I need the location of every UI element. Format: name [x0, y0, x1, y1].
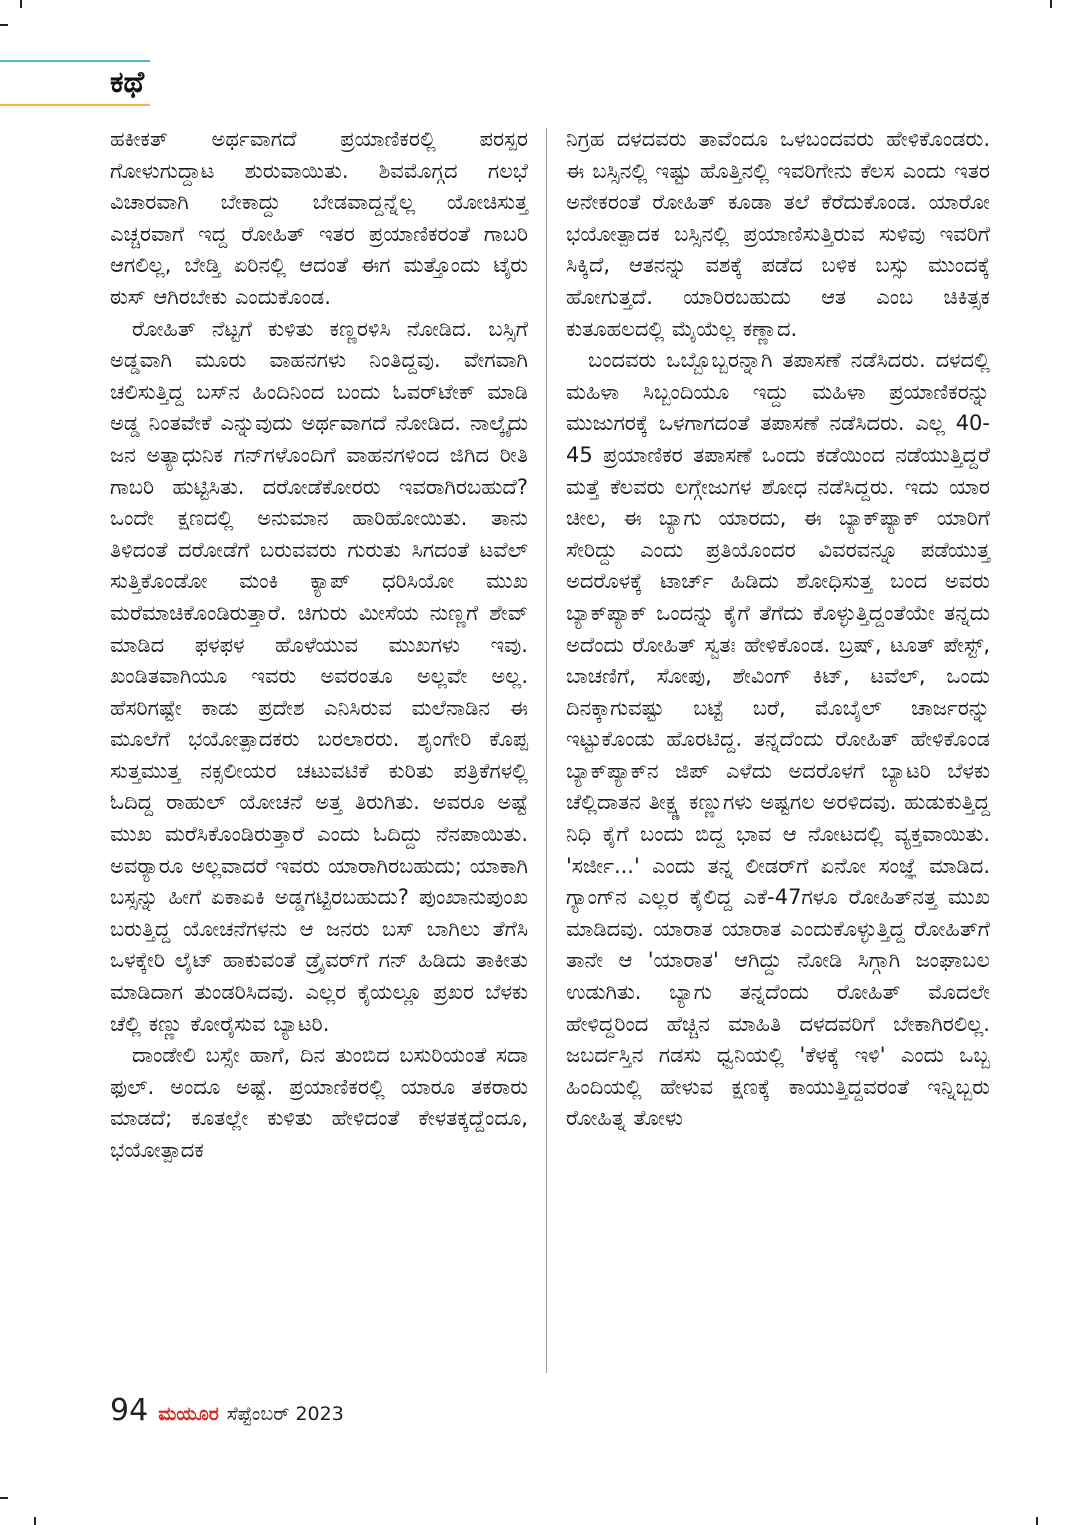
page-footer: [110, 1393, 344, 1433]
crop-mark: [34, 1517, 36, 1525]
paragraph: ಬಂದವರು ಒಬ್ಬೊಬ್ಬರನ್ನಾಗಿ ತಪಾಸಣೆ ನಡೆಸಿದರು. ದಳದಲ್ಲಿ ಮಹಿಳಾ ಸಿಬ್ಬಂದಿಯೂ ಇದ್ದು ಮಹಿಳಾ ಪ್ರಯಾಣಿಕರನ್ನು ಮುಜುಗರಕ್ಕೆ ಒಳಗಾಗದಂತೆ ತಪಾಸಣೆ ನಡೆಸಿದರು. ಎಲ್ಲ 40-45 ಪ್ರಯಾಣಿಕರ ತಪಾಸಣೆ ಒಂದು ಕಡೆಯಿಂದ ನಡೆಯುತ್ತಿದ್ದರೆ ಮತ್ತೆ ಕೆಲವರು ಲಗ್ಗೇಜುಗಳ ಶೋಧ ನಡೆಸಿದ್ದರು. ಇದು ಯಾರ ಚೀಲ, ಈ ಬ್ಯಾಗು ಯಾರದು, ಈ ಬ್ಯಾಕ್‌ಪ್ಯಾಕ್ ಯಾರಿಗೆ ಸೇರಿದ್ದು ಎಂದು ಪ್ರತಿಯೊಂದರ ವಿವರವನ್ನೂ ಪಡೆಯುತ್ತ ಅದರೊಳಕ್ಕೆ ಟಾರ್ಚ್ ಹಿಡಿದು ಶೋಧಿಸುತ್ತ ಬಂದ ಅವರು ಬ್ಯಾಕ್‌ಪ್ಯಾಕ್ ಒಂದನ್ನು ಕೈಗೆ ತೆಗೆದು ಕೊಳ್ಳುತ್ತಿದ್ದಂತೆಯೇ ತನ್ನದು ಅದೆಂದು ರೋಹಿತ್ ಸ್ವತಃ ಹೇಳಿಕೊಂಡ. ಬ್ರಷ್, ಟೂತ್ ಪೇಸ್ಟ್, ಬಾಚಣಿಗೆ, ಸೋಪು, ಶೇವಿಂಗ್ ಕಿಟ್, ಟವೆಲ್, ಒಂದು ದಿನಕ್ಕಾಗುವಷ್ಟು ಬಟ್ಟೆ ಬರೆ, ಮೊಬೈಲ್ ಚಾರ್ಜರನ್ನು ಇಟ್ಟುಕೊಂಡು ಹೊರಟಿದ್ದ. ತನ್ನದೆಂದು ರೋಹಿತ್ ಹೇಳಿಕೊಂಡ ಬ್ಯಾಕ್‌ಪ್ಯಾಕ್‌ನ ಜಿಪ್ ಎಳೆದು ಅದರೊಳಗೆ ಬ್ಯಾಟರಿ ಬೆಳಕು ಚೆಲ್ಲಿದಾತನ ತೀಕ್ಷ್ಣ ಕಣ್ಣುಗಳು ಅಷ್ಟಗಲ ಅರಳಿದವು. ಹುಡುಕುತ್ತಿದ್ದ ನಿಧಿ ಕೈಗೆ ಬಂದು ಬಿದ್ದ ಭಾವ ಆ ನೋಟದಲ್ಲಿ ವ್ಯಕ್ತವಾಯಿತು. 'ಸರ್ಜೀ...' ಎಂದು ತನ್ನ ಲೀಡರ್‌ಗೆ ಏನೋ ಸಂಜ್ಞೆ ಮಾಡಿದ. ಗ್ಯಾಂಗ್‌ನ ಎಲ್ಲರ ಕೈಲಿದ್ದ ಎಕೆ-47ಗಳೂ ರೋಹಿತ್‌ನತ್ತ ಮುಖ ಮಾಡಿದವು. ಯಾರಾತ ಯಾರಾತ ಎಂದುಕೊಳ್ಳುತ್ತಿದ್ದ ರೋಹಿತ್‌ಗೆ ತಾನೇ ಆ 'ಯಾರಾತ' ಆಗಿದ್ದು ನೋಡಿ ಸಿಗ್ಗಾಗಿ ಜಂಘಾಬಲ ಉಡುಗಿತು. ಬ್ಯಾಗು ತನ್ನದೆಂದು ರೋಹಿತ್ ಮೊದಲೇ ಹೇಳಿದ್ದರಿಂದ ಹೆಚ್ಚಿನ ಮಾಹಿತಿ ದಳದವರಿಗೆ ಬೇಕಾಗಿರಲಿಲ್ಲ. ಜಬರ್ದಸ್ತಿನ ಗಡಸು ಧ್ವನಿಯಲ್ಲಿ 'ಕೆಳಕ್ಕೆ ಇಳಿ' ಎಂದು ಒಬ್ಬ ಹಿಂದಿಯಲ್ಲಿ ಹೇಳುವ ಕ್ಷಣಕ್ಕೆ ಕಾಯುತ್ತಿದ್ದವರಂತೆ ಇನ್ನಿಬ್ಬರು ರೋಹಿತ್ನ ತೋಳು: [566, 348, 990, 1131]
paragraph: ರೋಹಿತ್ ನೆಟ್ಟಗೆ ಕುಳಿತು ಕಣ್ಣರಳಿಸಿ ನೋಡಿದ. ಬಸ್ಸಿಗೆ ಅಡ್ಡವಾಗಿ ಮೂರು ವಾಹನಗಳು ನಿಂತಿದ್ದವು. ವೇಗವಾಗಿ ಚಲಿಸುತ್ತಿದ್ದ ಬಸ್‌ನ ಹಿಂದಿನಿಂದ ಬಂದು ಓವರ್‌ಟೇಕ್ ಮಾಡಿ ಅಡ್ಡ ನಿಂತವೇಕೆ ಎನ್ನುವುದು ಅರ್ಥವಾಗದೆ ನೋಡಿದ. ನಾಲ್ಕೈದು ಜನ ಅತ್ಯಾಧುನಿಕ ಗನ್‌ಗಳೊಂದಿಗೆ ವಾಹನಗಳಿಂದ ಜಿಗಿದ ರೀತಿ ಗಾಬರಿ ಹುಟ್ಟಿಸಿತು. ದರೋಡೆಕೋರರು ಇವರಾಗಿರಬಹುದೆ? ಒಂದೇ ಕ್ಷಣದಲ್ಲಿ ಅನುಮಾನ ಹಾರಿಹೋಯಿತು. ತಾನು ತಿಳಿದಂತೆ ದರೋಡೆಗೆ ಬರುವವರು ಗುರುತು ಸಿಗದಂತೆ ಟವೆಲ್ ಸುತ್ತಿಕೊಂಡೋ ಮಂಕಿ ಕ್ಯಾಪ್ ಧರಿಸಿಯೋ ಮುಖ ಮರೆಮಾಚಿಕೊಂಡಿರುತ್ತಾರೆ. ಚಿಗುರು ಮೀಸೆಯ ನುಣ್ಣಗೆ ಶೇವ್ ಮಾಡಿದ ಫಳಫಳ ಹೊಳೆಯುವ ಮುಖಗಳು ಇವು. ಖಂಡಿತವಾಗಿಯೂ ಇವರು ಅವರಂತೂ ಅಲ್ಲವೇ ಅಲ್ಲ. ಹೆಸರಿಗಷ್ಟೇ ಕಾಡು ಪ್ರದೇಶ ಎನಿಸಿರುವ ಮಲೆನಾಡಿನ ಈ ಮೂಲೆಗೆ ಭಯೋತ್ಪಾದಕರು ಬರಲಾರರು. ಶೃಂಗೇರಿ ಕೊಪ್ಪ ಸುತ್ತಮುತ್ತ ನಕ್ಸಲೀಯರ ಚಟುವಟಿಕೆ ಕುರಿತು ಪತ್ರಿಕೆಗಳಲ್ಲಿ ಓದಿದ್ದ ರಾಹುಲ್ ಯೋಚನೆ ಅತ್ತ ತಿರುಗಿತು. ಅವರೂ ಅಷ್ಟೆ ಮುಖ ಮರೆಸಿಕೊಂಡಿರುತ್ತಾರೆ ಎಂದು ಓದಿದ್ದು ನೆನಪಾಯಿತು. ಅವರ್‍ಯಾರೂ ಅಲ್ಲವಾದರೆ ಇವರು ಯಾರಾಗಿರಬಹುದು; ಯಾಕಾಗಿ ಬಸ್ಸನ್ನು ಹೀಗೆ ಏಕಾಏಕಿ ಅಡ್ಡಗಟ್ಟಿರಬಹುದು? ಪುಂಖಾನುಪುಂಖ ಬರುತ್ತಿದ್ದ ಯೋಚನೆಗಳನು ಆ ಜನರು ಬಸ್ ಬಾಗಿಲು ತೆಗೆಸಿ ಒಳಕ್ಕೇರಿ ಲೈಟ್ ಹಾಕುವಂತೆ ಡ್ರೈವರ್‌ಗೆ ಗನ್ ಹಿಡಿದು ತಾಕೀತು ಮಾಡಿದಾಗ ತುಂಡರಿಸಿದವು. ಎಲ್ಲರ ಕೈಯಲ್ಲೂ ಪ್ರಖರ ಬೆಳಕು ಚೆಲ್ಲಿ ಕಣ್ಣು ಕೋರೈಸುವ ಬ್ಯಾಟರಿ.: [110, 316, 528, 1036]
paragraph: ದಾಂಡೇಲಿ ಬಸ್ಸೇ ಹಾಗೆ, ದಿನ ತುಂಬಿದ ಬಸುರಿಯಂತೆ ಸದಾ ಫುಲ್. ಅಂದೂ ಅಷ್ಟೆ. ಪ್ರಯಾಣಿಕರಲ್ಲಿ ಯಾರೂ ತಕರಾರು ಮಾಡದೆ; ಕೂತಲ್ಲೇ ಕುಳಿತು ಹೇಳಿದಂತೆ ಕೇಳತಕ್ಕದ್ದೆಂದೂ, ಭಯೋತ್ಪಾದಕ: [110, 1043, 528, 1162]
page-number: 94: [110, 1393, 149, 1428]
paragraph: ನಿಗ್ರಹ ದಳದವರು ತಾವೆಂದೂ ಒಳಬಂದವರು ಹೇಳಿಕೊಂಡರು. ಈ ಬಸ್ಸಿನಲ್ಲಿ ಇಷ್ಟು ಹೊತ್ತಿನಲ್ಲಿ ಇವರಿಗೇನು ಕೆಲಸ ಎಂದು ಇತರ ಅನೇಕರಂತೆ ರೋಹಿತ್ ಕೂಡಾ ತಲೆ ಕೆರೆದುಕೊಂಡ. ಯಾರೋ ಭಯೋತ್ಪಾದಕ ಬಸ್ಸಿನಲ್ಲಿ ಪ್ರಯಾಣಿಸುತ್ತಿರುವ ಸುಳಿವು ಇವರಿಗೆ ಸಿಕ್ಕಿದೆ, ಆತನನ್ನು ವಶಕ್ಕೆ ಪಡೆದ ಬಳಿಕ ಬಸ್ಸು ಮುಂದಕ್ಕೆ ಹೋಗುತ್ತದೆ. ಯಾರಿರಬಹುದು ಆತ ಎಂಬ ಚಿಕಿತ್ಸಕ ಕುತೂಹಲದಲ್ಲಿ ಮೈಯೆಲ್ಲ ಕಣ್ಣಾದ.: [566, 127, 990, 341]
column-divider: [546, 128, 547, 1373]
right-column: [566, 124, 990, 1135]
paragraph: ಹಕೀಕತ್ ಅರ್ಥವಾಗದೆ ಪ್ರಯಾಣಿಕರಲ್ಲಿ ಪರಸ್ಪರ ಗೋಳುಗುದ್ದಾಟ ಶುರುವಾಯಿತು. ಶಿವಮೊಗ್ಗದ ಗಲಭೆ ವಿಚಾರವಾಗಿ ಬೇಕಾದ್ದು ಬೇಡವಾದ್ದನ್ನೆಲ್ಲ ಯೋಚಿಸುತ್ತ ಎಚ್ಚರವಾಗೆ ಇದ್ದ ರೋಹಿತ್ ಇತರ ಪ್ರಯಾಣಿಕರಂತೆ ಗಾಬರಿ ಆಗಲಿಲ್ಲ, ಬೇಡ್ತಿ ಏರಿನಲ್ಲಿ ಆದಂತೆ ಈಗ ಮತ್ತೊಂದು ಟೈರು ಠುಸ್ ಆಗಿರಬೇಕು ಎಂದುಕೊಂಡ.: [110, 127, 528, 309]
crop-mark: [1050, 0, 1052, 8]
left-column: [110, 124, 528, 1167]
crop-mark: [20, 0, 22, 8]
crop-mark: [0, 1497, 8, 1499]
magazine-logo: ಮಯೂರ: [158, 1403, 219, 1425]
crop-mark: [0, 24, 8, 26]
section-rule-bottom: [0, 104, 150, 106]
issue-date: ಸೆಪ್ಟೆಂಬರ್ 2023: [226, 1403, 344, 1425]
section-title: ಕಥೆ: [110, 65, 145, 100]
crop-mark: [1036, 1517, 1038, 1525]
